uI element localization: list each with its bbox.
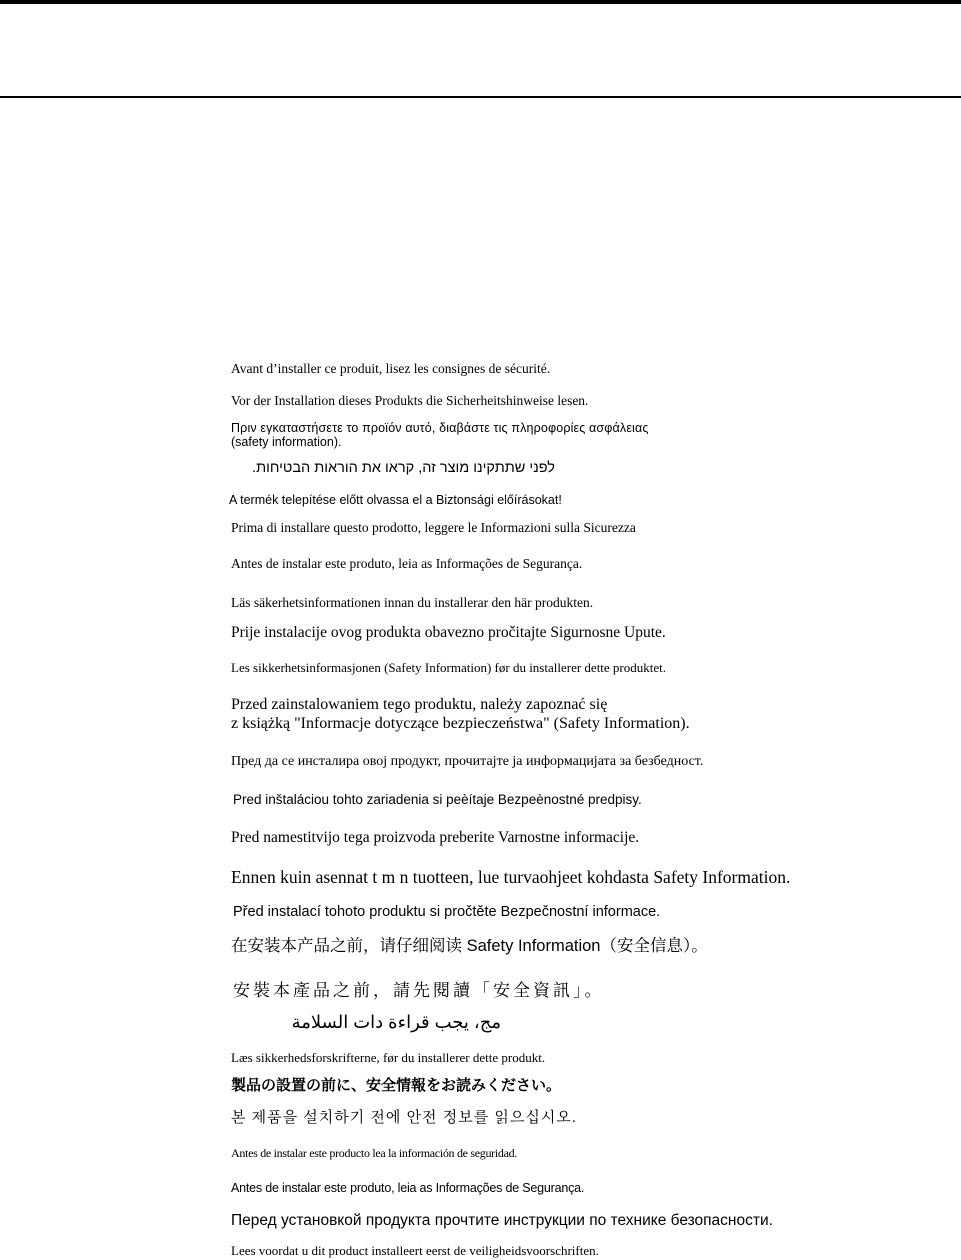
notice-greek-line1: Πριν εγκαταστήσετε το προϊόν αυτό, διαβάστε τις πληροφορίες ασφάλειας	[231, 421, 649, 435]
notice-finnish: Ennen kuin asennat t m n tuotteen, lue turvaohjeet kohdasta Safety Information.	[231, 867, 791, 887]
notice-norwegian: Les sikkerhetsinformasjonen (Safety Information) før du installerer dette produktet.	[231, 660, 667, 675]
notice-italian: Prima di installare questo prodotto, leggere le Informazioni sulla Sicurezza	[231, 520, 636, 535]
notice-swedish: Läs säkerhetsinformationen innan du installerar den här produkten.	[231, 595, 594, 610]
notice-slovenian: Pred namestitvijo tega proizvoda preberite Varnostne informacije.	[231, 829, 640, 846]
notice-danish: Læs sikkerhedsforskrifterne, før du installerer dette produkt.	[231, 1050, 546, 1065]
notice-chinese-simplified: 在安装本产品之前，请仔细阅读 Safety Information（安全信息）。	[231, 937, 708, 955]
notice-arabic: مج، يجب قراءة دات السلامة	[291, 1012, 501, 1032]
notice-hungarian: A termék telepítése előtt olvassa el a Biztonsági előírásokat!	[229, 493, 562, 507]
notice-japanese: 製品の設置の前に、安全情報をお読みください。	[231, 1077, 562, 1094]
notice-spanish: Antes de instalar este producto lea la información de seguridad.	[231, 1146, 518, 1160]
notice-hebrew: לפני שתתקינו מוצר זה, קראו את הוראות הבטיחות.	[252, 460, 555, 476]
notice-chinese-traditional: 安裝本產品之前，請先閱讀「安全資訊」。	[233, 981, 605, 1000]
header-rule	[0, 96, 961, 98]
notice-polish-line2: z książką "Informacje dotyczące bezpieczeństwa" (Safety Information).	[231, 715, 690, 732]
notice-german: Vor der Installation dieses Produkts die Sicherheitshinweise lesen.	[231, 393, 589, 408]
notice-russian: Перед установкой продукта прочтите инструкции по технике безопасности.	[231, 1212, 773, 1229]
notice-dutch: Lees voordat u dit product installeert eerst de veiligheidsvoorschriften.	[231, 1243, 599, 1258]
notice-macedonian: Пред да се инсталира овој продукт, прочитајте ја информацијата за безбедност.	[231, 754, 704, 769]
notice-french: Avant d’installer ce produit, lisez les consignes de sécurité.	[231, 361, 551, 376]
notice-polish-line1: Przed zainstalowaniem tego produktu, należy zapoznać się	[231, 696, 608, 713]
notice-korean: 본 제품을 설치하기 전에 안전 정보를 읽으십시오.	[231, 1109, 577, 1126]
notice-croatian: Prije instalacije ovog produkta obavezno pročitajte Sigurnosne Upute.	[231, 624, 666, 641]
notice-portuguese-brazil: Antes de instalar este produto, leia as Informações de Segurança.	[231, 556, 583, 571]
notice-czech: Před instalací tohoto produktu si pročtěte Bezpečnostní informace.	[233, 904, 661, 920]
notice-portuguese: Antes de instalar este produto, leia as Informações de Segurança.	[231, 1181, 585, 1195]
top-rule	[0, 0, 961, 4]
notice-greek-line2: (safety information).	[231, 435, 342, 449]
notice-slovak: Pred inštaláciou tohto zariadenia si peèítaje Bezpeènostné predpisy.	[233, 792, 642, 807]
